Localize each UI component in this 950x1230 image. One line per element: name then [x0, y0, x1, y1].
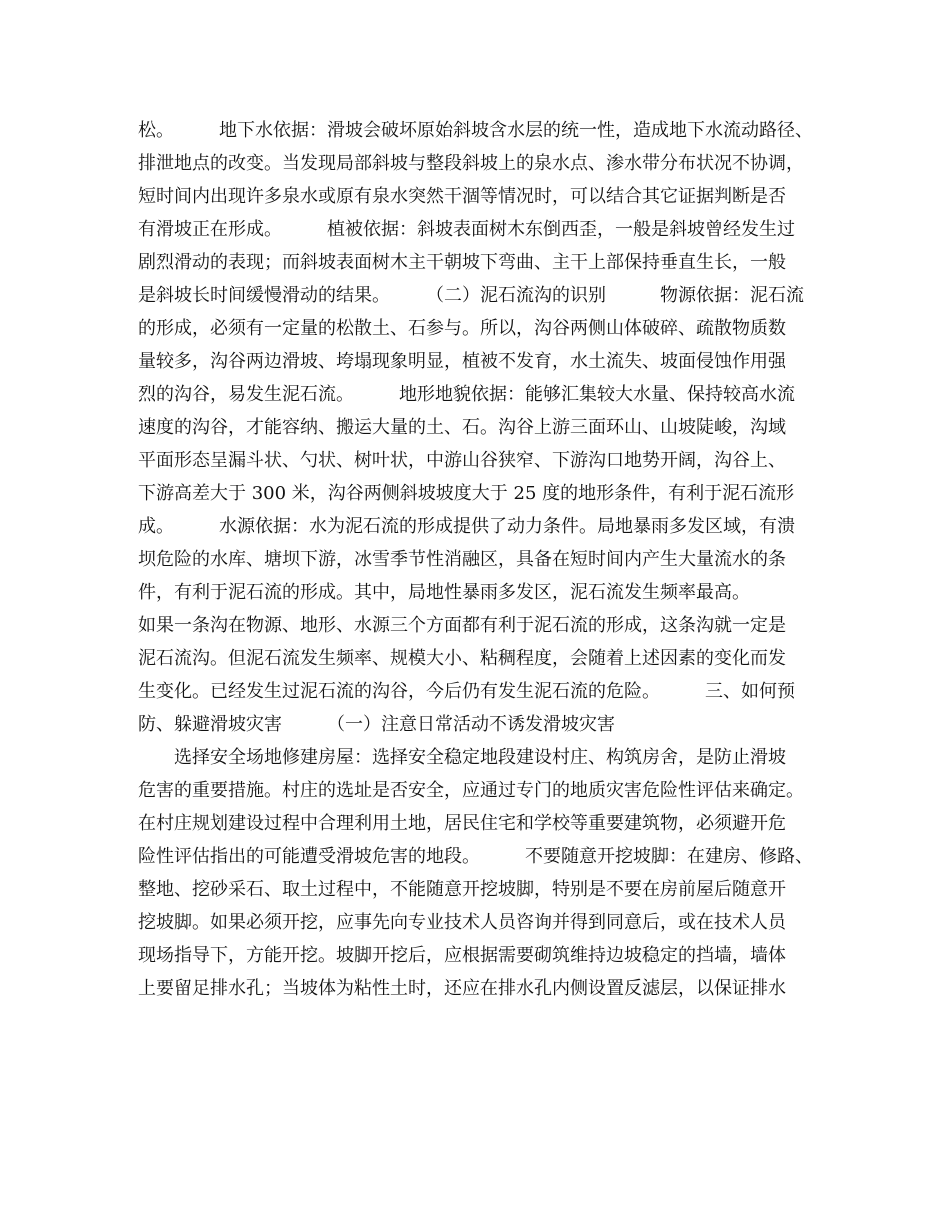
- text-line: 件，有利于泥石流的形成。其中，局地性暴雨多发区，泥石流发生频率最高。: [138, 582, 750, 603]
- text-line: 速度的沟谷，才能容纳、搬运大量的土、石。沟谷上游三面环山、山坡陡峻，沟域: [138, 417, 786, 438]
- text-line: 现场指导下，方能开挖。坡脚开挖后，应根据需要砌筑维持边坡稳定的挡墙，墙体: [138, 945, 786, 966]
- body-text: [138, 114, 828, 1005]
- text-line: 短时间内出现许多泉水或原有泉水突然干涸等情况时，可以结合其它证据判断是否: [138, 186, 786, 207]
- text-line: 平面形态呈漏斗状、勺状、树叶状，中游山谷狭窄、下游沟口地势开阔，沟谷上、: [138, 450, 786, 471]
- text-line: 排泄地点的改变。当发现局部斜坡与整段斜坡上的泉水点、渗水带分布状况不协调，: [138, 153, 804, 174]
- text-line: 防、躲避滑坡灾害 （一）注意日常活动不诱发滑坡灾害: [138, 714, 615, 735]
- text-line: 坝危险的水库、塘坝下游，冰雪季节性消融区，具备在短时间内产生大量流水的条: [138, 549, 786, 570]
- text-line: 选择安全场地修建房屋：选择安全稳定地段建设村庄、构筑房舍，是防止滑坡: [138, 747, 786, 768]
- text-line: 生变化。已经发生过泥石流的沟谷，今后仍有发生泥石流的危险。 三、如何预: [138, 681, 795, 702]
- text-line: 烈的沟谷，易发生泥石流。 地形地貌依据：能够汇集较大水量、保持较高水流: [138, 384, 795, 405]
- text-line: 在村庄规划建设过程中合理利用土地，居民住宅和学校等重要建筑物，必须避开危: [138, 813, 786, 834]
- text-line: 挖坡脚。如果必须开挖，应事先向专业技术人员咨询并得到同意后，或在技术人员: [138, 912, 786, 933]
- text-line: 剧烈滑动的表现；而斜坡表面树木主干朝坡下弯曲、主干上部保持垂直生长，一般: [138, 252, 786, 273]
- text-line: 有滑坡正在形成。 植被依据：斜坡表面树木东倒西歪，一般是斜坡曾经发生过: [138, 219, 795, 240]
- text-line: 险性评估指出的可能遭受滑坡危害的地段。 不要随意开挖坡脚：在建房、修路、: [138, 846, 813, 867]
- text-line: 量较多，沟谷两边滑坡、垮塌现象明显，植被不发育，水土流失、坡面侵蚀作用强: [138, 351, 786, 372]
- text-line: 上要留足排水孔；当坡体为粘性土时，还应在排水孔内侧设置反滤层，以保证排水: [138, 978, 786, 999]
- text-line: 危害的重要措施。村庄的选址是否安全，应通过专门的地质灾害危险性评估来确定。: [138, 780, 804, 801]
- text-line: 如果一条沟在物源、地形、水源三个方面都有利于泥石流的形成，这条沟就一定是: [138, 615, 786, 636]
- text-line: 的形成，必须有一定量的松散土、石参与。所以，沟谷两侧山体破碎、疏散物质数: [138, 318, 786, 339]
- text-line: 是斜坡长时间缓慢滑动的结果。 （二）泥石流沟的识别 物源依据：泥石流: [138, 285, 804, 306]
- text-line: 下游高差大于 300 米，沟谷两侧斜坡坡度大于 25 度的地形条件，有利于泥石流形: [138, 483, 795, 504]
- text-line: 松。 地下水依据：滑坡会破坏原始斜坡含水层的统一性，造成地下水流动路径、: [138, 120, 813, 141]
- text-line: 整地、挖砂采石、取土过程中，不能随意开挖坡脚，特别是不要在房前屋后随意开: [138, 879, 786, 900]
- text-line: 成。 水源依据：水为泥石流的形成提供了动力条件。局地暴雨多发区域，有溃: [138, 516, 795, 537]
- text-line: 泥石流沟。但泥石流发生频率、规模大小、粘稠程度，会随着上述因素的变化而发: [138, 648, 786, 669]
